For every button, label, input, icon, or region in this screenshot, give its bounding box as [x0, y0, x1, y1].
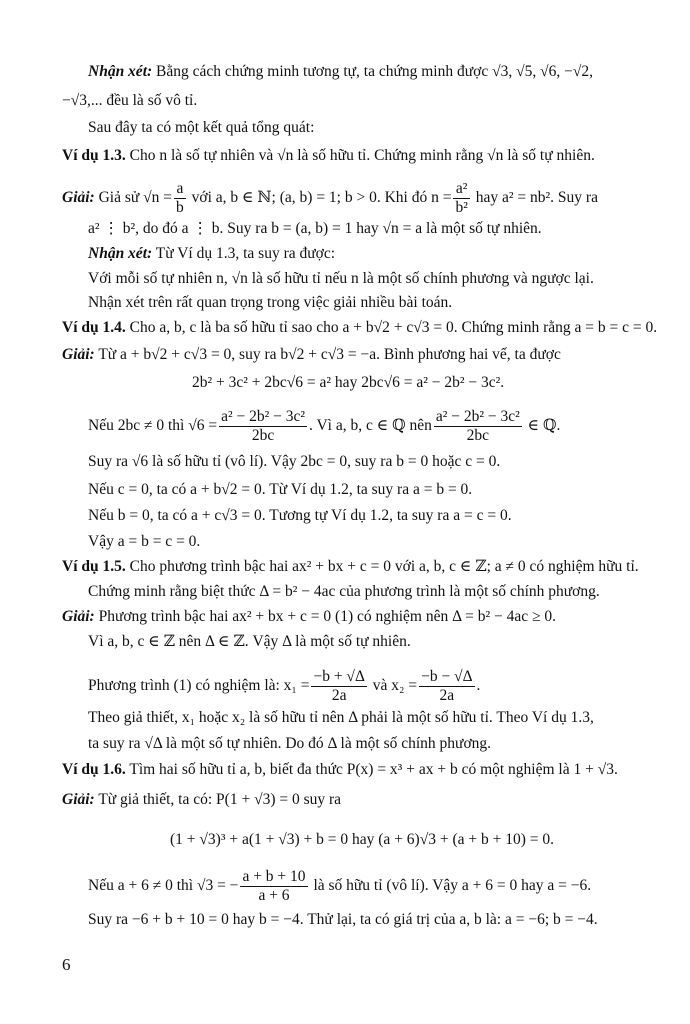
fraction	[453, 180, 469, 217]
remark-text: Từ Ví dụ 1.3, ta suy ra được:	[152, 245, 336, 262]
remark-label: Nhận xét:	[88, 245, 153, 262]
remark-1-3-line-2: Với mỗi số tự nhiên n, √n là số hữu tỉ nếu n là một số chính phương và ngược lại.	[88, 270, 594, 287]
numerator: −b + √Δ	[313, 668, 365, 685]
example-text: Cho n là số tự nhiên và √n là số hữu tỉ. Chứng minh rằng √n là số tự nhiên.	[125, 147, 595, 164]
solution-1-4-line-3	[88, 408, 560, 445]
denominator: b	[176, 199, 184, 216]
text-span: . Vì a, b, c ∈ ℚ nên	[309, 417, 432, 435]
solution-1-6-line-3	[88, 868, 591, 905]
fraction	[240, 868, 307, 905]
text-span: Nếu 2bc ≠ 0 thì √6 =	[88, 417, 218, 435]
text-span: Nếu a + 6 ≠ 0 thì √3 = −	[88, 877, 239, 895]
fraction	[419, 668, 474, 705]
example-1-3	[62, 146, 595, 166]
denominator: b²	[455, 199, 468, 216]
page-number: 6	[62, 955, 71, 974]
solution-text: Từ a + b√2 + c√3 = 0, suy ra b√2 + c√3 = −a. Bình phương hai vế, ta được	[94, 346, 561, 363]
text-span: với a, b ∈ ℕ; (a, b) = 1; b > 0. Khi đó n =	[187, 189, 452, 207]
remark-line-2: −√3,... đều là số vô tỉ.	[62, 92, 198, 109]
remark-1-3	[88, 244, 335, 264]
example-text: Cho a, b, c là ba số hữu tỉ sao cho a + b√2 + c√3 = 0. Chứng minh rằng a = b = c = 0.	[125, 319, 658, 336]
solution-1-3-line-1	[62, 180, 598, 217]
numerator: a + b + 10	[242, 868, 306, 885]
denominator: 2a	[439, 687, 455, 704]
solution-1-3-line-2: a² ⋮ b², do đó a ⋮ b. Suy ra b = (a, b) = 1 hay √n = a là một số tự nhiên.	[88, 220, 542, 237]
general-result-intro: Sau đây ta có một kết quả tổng quát:	[88, 119, 315, 136]
denominator: 2bc	[466, 427, 490, 444]
solution-1-5-line-1	[62, 607, 556, 627]
example-1-5-line-2: Chứng minh rằng biệt thức Δ = b² − 4ac của phương trình là một số chính phương.	[88, 583, 600, 600]
solution-1-5-line-3	[88, 668, 480, 705]
example-label: Ví dụ 1.5.	[62, 558, 126, 575]
solution-text: Từ giả thiết, ta có: P(1 + √3) = 0 suy ra	[94, 791, 342, 808]
solution-1-6-equation: (1 + √3)³ + a(1 + √3) + b = 0 hay (a + 6)√3 + (a + b + 10) = 0.	[170, 831, 555, 848]
solution-1-6-line-1	[62, 790, 341, 810]
text-span: ∈ ℚ.	[523, 417, 561, 435]
denominator: 2a	[331, 687, 347, 704]
solution-1-4-line-6: Nếu b = 0, ta có a + c√3 = 0. Tương tự Ví dụ 1.2, ta suy ra a = c = 0.	[88, 507, 512, 524]
text-span: Giả sử √n =	[94, 189, 173, 207]
example-label: Ví dụ 1.4.	[62, 319, 126, 336]
solution-1-4-line-7: Vậy a = b = c = 0.	[88, 533, 201, 550]
text-span: hay a² = nb². Suy ra	[471, 189, 598, 207]
solution-1-5-line-2: Vì a, b, c ∈ ℤ nên Δ ∈ ℤ. Vậy Δ là một số tự nhiên.	[88, 633, 411, 650]
remark-line-1	[88, 62, 593, 82]
example-label: Ví dụ 1.3.	[62, 147, 126, 164]
solution-label: Giải:	[62, 346, 95, 363]
solution-1-4-line-4: Suy ra √6 là số hữu tỉ (vô lí). Vậy 2bc = 0, suy ra b = 0 hoặc c = 0.	[88, 453, 501, 470]
numerator: a² − 2b² − 3c²	[221, 408, 306, 425]
solution-1-4-line-5: Nếu c = 0, ta có a + b√2 = 0. Từ Ví dụ 1.2, ta suy ra a = b = 0.	[88, 481, 473, 498]
solution-1-6-line-4: Suy ra −6 + b + 10 = 0 hay b = −4. Thử lại, ta có giá trị của a, b là: a = −6; b = −4.	[88, 911, 598, 928]
fraction	[174, 180, 186, 217]
example-text: Cho phương trình bậc hai ax² + bx + c = 0 với a, b, c ∈ ℤ; a ≠ 0 có nghiệm hữu tỉ.	[125, 558, 639, 575]
denominator: a + 6	[258, 887, 290, 904]
solution-1-5-line-5: ta suy ra √Δ là một số tự nhiên. Do đó Δ là một số chính phương.	[88, 735, 492, 752]
fraction	[311, 668, 366, 705]
fraction	[219, 408, 307, 445]
solution-1-4-line-1	[62, 345, 561, 365]
solution-label: Giải:	[62, 791, 95, 808]
solution-label: Giải:	[62, 189, 95, 207]
text-span: Phương trình (1) có nghiệm là: x₁ =	[88, 677, 310, 695]
remark-1-3-line-3: Nhận xét trên rất quan trọng trong việc giải nhiều bài toán.	[88, 294, 453, 311]
numerator: a²	[453, 180, 469, 199]
numerator: a	[174, 180, 186, 199]
denominator: 2bc	[251, 427, 275, 444]
numerator: −b − √Δ	[421, 668, 473, 685]
text-span: .	[476, 677, 481, 695]
remark-label: Nhận xét:	[88, 63, 153, 80]
solution-label: Giải:	[62, 608, 95, 625]
remark-text: Bằng cách chứng minh tương tự, ta chứng minh được √3, √5, √6, −√2,	[152, 63, 593, 80]
numerator: a² − 2b² − 3c²	[435, 408, 520, 425]
example-1-4	[62, 318, 657, 338]
example-text: Tìm hai số hữu tỉ a, b, biết đa thức P(x) = x³ + ax + b có một nghiệm là 1 + √3.	[125, 761, 618, 778]
text-span: là số hữu tỉ (vô lí). Vậy a + 6 = 0 hay a = −6.	[309, 877, 592, 895]
example-label: Ví dụ 1.6.	[62, 761, 126, 778]
example-1-6	[62, 760, 618, 780]
example-1-5	[62, 557, 639, 577]
solution-1-5-line-4: Theo giả thiết, x₁ hoặc x₂ là số hữu tỉ nên Δ phải là một số hữu tỉ. Theo Ví dụ 1.3,	[88, 709, 594, 726]
text-span: và x₂ =	[368, 677, 418, 695]
fraction	[434, 408, 522, 445]
solution-1-4-equation: 2b² + 3c² + 2bc√6 = a² hay 2bc√6 = a² − 2b² − 3c².	[192, 374, 505, 391]
solution-text: Phương trình bậc hai ax² + bx + c = 0 (1) có nghiệm nên Δ = b² − 4ac ≥ 0.	[94, 608, 556, 625]
